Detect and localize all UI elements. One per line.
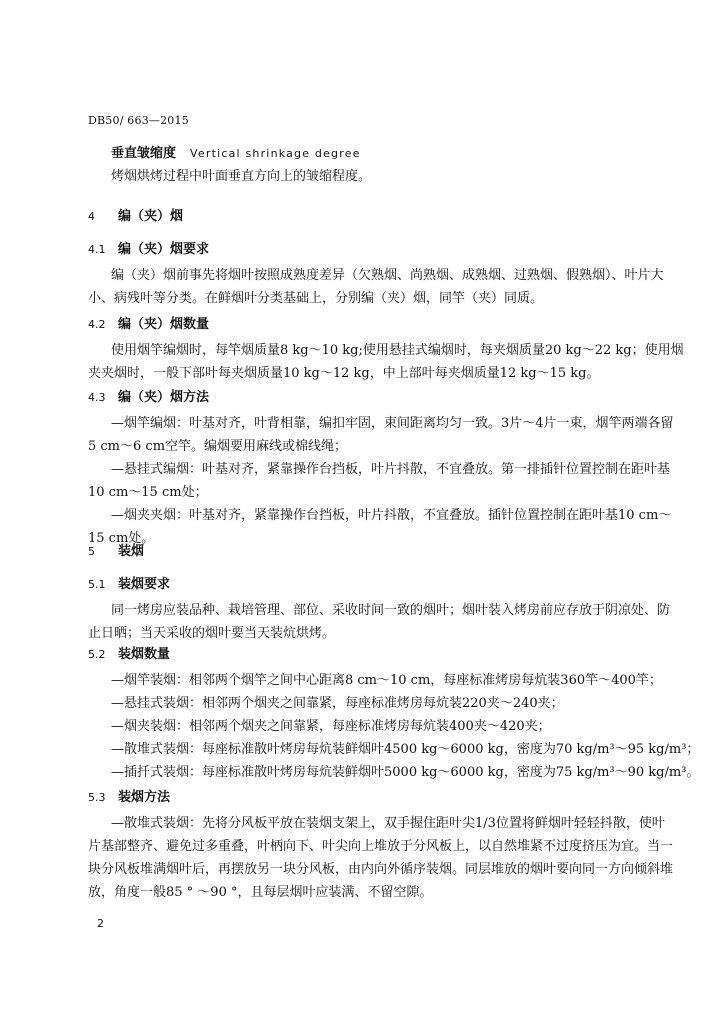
section-number: 5 [88,545,95,558]
paragraph-line: 小、病残叶等分类。在鲜烟叶分类基础上，分别编（夹）烟，同竿（夹）同质。 [88,291,544,306]
term-line [111,142,361,161]
section-title: 编（夹）烟方法 [118,390,210,405]
paragraph-line: 编（夹）烟前事先将烟叶按照成熟度差异（欠熟烟、尚熟烟、成熟烟、过熟烟、假熟烟）、叶片大 [111,268,664,283]
section-title: 装烟数量 [118,647,171,662]
section-number: 4.1 [88,243,106,256]
list-item: —烟竿编烟：叶基对齐，叶背相靠，编扣牢固，束间距离均匀一致。3片～4片一束，烟竿两端各留 [111,416,674,431]
section-number: 4.3 [88,391,106,404]
section-5-3-heading [88,786,170,805]
section-5-3-body [88,812,673,904]
list-item: —烟竿装烟：相邻两个烟竿之间中心距离8 cm～10 cm，每座标准烤房每炕装360竿～400竿； [111,673,662,688]
section-number: 5.2 [88,648,106,661]
list-item: —烟夹装烟：相邻两个烟夹之间靠紧，每座标准烤房每炕装400夹～420夹； [111,719,551,734]
section-title: 装烟方法 [118,790,171,805]
section-5-2-body [88,669,699,784]
page-number: 2 [97,917,104,930]
list-item-continuation: 10 cm～15 cm处； [88,485,208,500]
list-item: —悬挂式装烟：相邻两个烟夹之间靠紧，每座标准烤房每炕装220夹～240夹； [111,696,564,711]
section-5-heading [88,540,144,559]
paragraph-line: 同一烤房应装品种、栽培管理、部位、采收时间一致的烟叶；烟叶装入烤房前应存放于阴凉处、防 [111,603,671,618]
section-title: 编（夹）烟 [118,209,184,224]
paragraph-line: 使用烟竿编烟时，每竿烟质量8 kg～10 kg;使用悬挂式编烟时，每夹烟质量20 kg～22 kg；使用烟 [111,343,684,358]
section-5-1-body [88,599,670,645]
list-item-continuation: 块分风板堆满烟叶后，再摆放另一块分风板，由内向外循序装烟。同层堆放的烟叶要向同一方向倾斜堆 [88,862,674,877]
list-item-continuation: 15 cm处。 [88,531,155,546]
section-4-2-body [88,339,684,385]
term-en: Vertical shrinkage degree [190,147,361,160]
section-4-heading [88,205,183,224]
list-item: —悬挂式编烟：叶基对齐，紧靠操作台挡板，叶片抖散，不宜叠放。第一排插针位置控制在距叶基 [111,462,671,477]
list-item-continuation: 片基部整齐、避免过多重叠，叶柄向下、叶尖向上堆放于分风板上，以自然堆紧不过度挤压为宜。当一 [88,839,674,854]
section-4-2-heading [88,313,209,332]
section-4-3-heading [88,386,209,405]
term-definition: 烤烟烘烤过程中叶面垂直方向上的皱缩程度。 [111,169,372,184]
doc-header-code: DB50/ 663—2015 [88,114,189,127]
list-item-continuation: 放，角度一般85 ° ～90 °，且每层烟叶应装满、不留空隙。 [88,885,433,900]
section-title: 编（夹）烟要求 [118,242,210,257]
paragraph-line: 止日晒；当天采收的烟叶要当天装炕烘烤。 [88,626,336,641]
section-title: 装烟 [118,544,145,559]
section-5-2-heading [88,643,170,662]
section-5-1-heading [88,573,170,592]
paragraph-line: 夹夹烟时，一般下部叶每夹烟质量10 kg～12 kg，中上部叶每夹烟质量12 kg～15 kg。 [88,366,600,381]
list-item: —烟夹夹烟：叶基对齐，紧靠操作台挡板，叶片抖散，不宜叠放。插针位置控制在距叶基10 cm～ [111,508,672,523]
section-4-1-heading [88,238,209,257]
list-item: —插扦式装烟：每座标准散叶烤房每炕装鲜烟叶5000 kg～6000 kg，密度为75 kg/m³～90 kg/m³。 [111,765,700,780]
section-title: 编（夹）烟数量 [118,317,210,332]
term-zh: 垂直皱缩度 [111,146,177,161]
section-title: 装烟要求 [118,577,171,592]
section-number: 4.2 [88,318,106,331]
list-item: —散堆式装烟：每座标准散叶烤房每炕装鲜烟叶4500 kg～6000 kg，密度为70 kg/m³～95 kg/m³； [111,742,700,757]
section-number: 5.3 [88,791,106,804]
section-4-3-body [88,412,674,550]
section-4-1-body [88,264,664,310]
section-number: 4 [88,210,95,223]
list-item-continuation: 5 cm～6 cm空竿。编烟要用麻线或棉线绳； [88,439,348,454]
section-number: 5.1 [88,578,106,591]
list-item: —散堆式装烟：先将分风板平放在装烟支架上，双手握住距叶尖1/3位置将鲜烟叶轻轻抖散，使叶 [111,816,665,831]
